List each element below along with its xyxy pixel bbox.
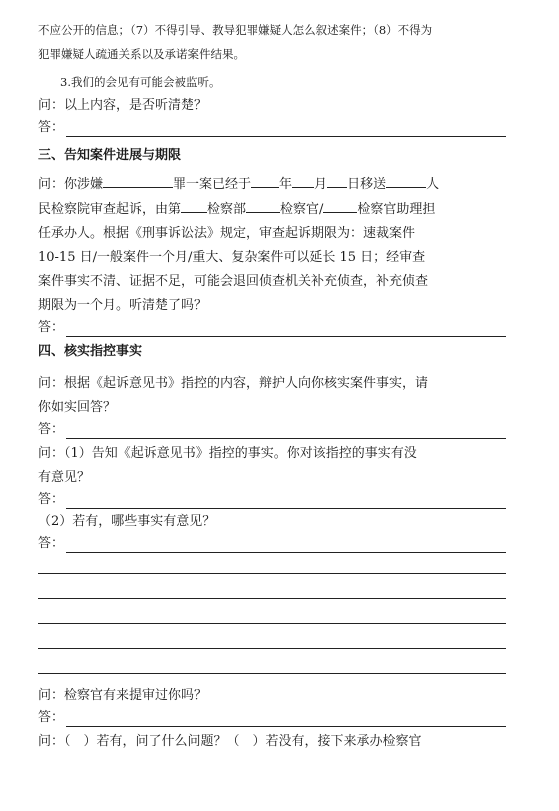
answer-row bbox=[38, 709, 506, 727]
blank-field[interactable] bbox=[323, 200, 357, 213]
section-heading: 四、核实指控事实 bbox=[38, 344, 143, 359]
text-segment: 月 bbox=[314, 177, 328, 192]
blank-field[interactable] bbox=[246, 200, 280, 213]
question-line bbox=[38, 200, 506, 219]
answer-label: 答： bbox=[38, 536, 65, 551]
answer-field[interactable] bbox=[66, 324, 506, 337]
text-line: 任承办人。根据《刑事诉讼法》规定，审查起诉期限为：速裁案件 bbox=[38, 226, 416, 241]
answer-row bbox=[38, 491, 506, 509]
answer-field[interactable] bbox=[66, 714, 506, 727]
text-line: 犯罪嫌疑人疏通关系以及承诺案件结果。 bbox=[38, 47, 245, 61]
answer-row bbox=[38, 421, 506, 439]
question-line: 问：（1）告知《起诉意见书》指控的事实。你对该指控的事实有没 bbox=[38, 446, 417, 461]
text-segment: 检察官/ bbox=[280, 202, 324, 217]
answer-rule[interactable] bbox=[38, 623, 506, 624]
question-line bbox=[38, 175, 506, 194]
question-line: 问：以上内容，是否听清楚？ bbox=[38, 98, 208, 113]
question-line: （2）若有，哪些事实有意见？ bbox=[38, 514, 216, 529]
text-segment: 问：你涉嫌 bbox=[38, 177, 104, 192]
text-line: 案件事实不清、证据不足，可能会退回侦查机关补充侦查，补充侦查 bbox=[38, 274, 429, 289]
answer-row bbox=[38, 119, 506, 137]
text-segment: 检察官助理担 bbox=[357, 202, 436, 217]
answer-rule[interactable] bbox=[38, 673, 506, 674]
text-line: 10-15 日/一般案件一个月/重大、复杂案件可以延长 15 日；经审查 bbox=[38, 250, 426, 265]
answer-rule[interactable] bbox=[38, 648, 506, 649]
answer-label: 答： bbox=[38, 492, 65, 507]
blank-field[interactable] bbox=[292, 175, 314, 188]
answer-row bbox=[38, 535, 506, 553]
blank-field[interactable] bbox=[386, 175, 426, 188]
text-line: 期限为一个月。听清楚了吗？ bbox=[38, 298, 208, 313]
question-line: 问：（ ）若有，问了什么问题？（ ）若没有，接下来承办检察官 bbox=[38, 734, 422, 749]
text-segment: 民检察院审查起诉，由第 bbox=[38, 202, 182, 217]
answer-field[interactable] bbox=[66, 124, 506, 137]
answer-label: 答： bbox=[38, 422, 65, 437]
document-page bbox=[38, 10, 506, 751]
answer-label: 答： bbox=[38, 320, 65, 335]
answer-label: 答： bbox=[38, 120, 65, 135]
question-line: 问：检察官有来提审过你吗？ bbox=[38, 688, 208, 703]
text-line: 不应公开的信息；（7）不得引导、教导犯罪嫌疑人怎么叙述案件；（8）不得为 bbox=[38, 23, 433, 37]
text-segment: 年 bbox=[279, 177, 293, 192]
answer-field[interactable] bbox=[66, 540, 506, 553]
text-segment: 检察部 bbox=[207, 202, 247, 217]
text-segment: 日移送 bbox=[347, 177, 387, 192]
text-line: 3.我们的会见有可能会被监听。 bbox=[60, 75, 221, 89]
answer-label: 答： bbox=[38, 710, 65, 725]
question-line: 问：根据《起诉意见书》指控的内容，辩护人向你核实案件事实，请 bbox=[38, 376, 429, 391]
blank-field[interactable] bbox=[181, 200, 207, 213]
question-line: 有意见？ bbox=[38, 470, 91, 485]
blank-field[interactable] bbox=[251, 175, 279, 188]
answer-field[interactable] bbox=[66, 426, 506, 439]
blank-field[interactable] bbox=[103, 175, 173, 188]
text-segment: 人 bbox=[426, 177, 440, 192]
answer-field[interactable] bbox=[66, 496, 506, 509]
text-segment: 罪一案已经于 bbox=[173, 177, 252, 192]
section-heading: 三、告知案件进展与期限 bbox=[38, 148, 182, 163]
question-line: 你如实回答？ bbox=[38, 400, 117, 415]
answer-row bbox=[38, 319, 506, 337]
answer-rule[interactable] bbox=[38, 573, 506, 574]
answer-rule[interactable] bbox=[38, 598, 506, 599]
blank-field[interactable] bbox=[327, 175, 347, 188]
